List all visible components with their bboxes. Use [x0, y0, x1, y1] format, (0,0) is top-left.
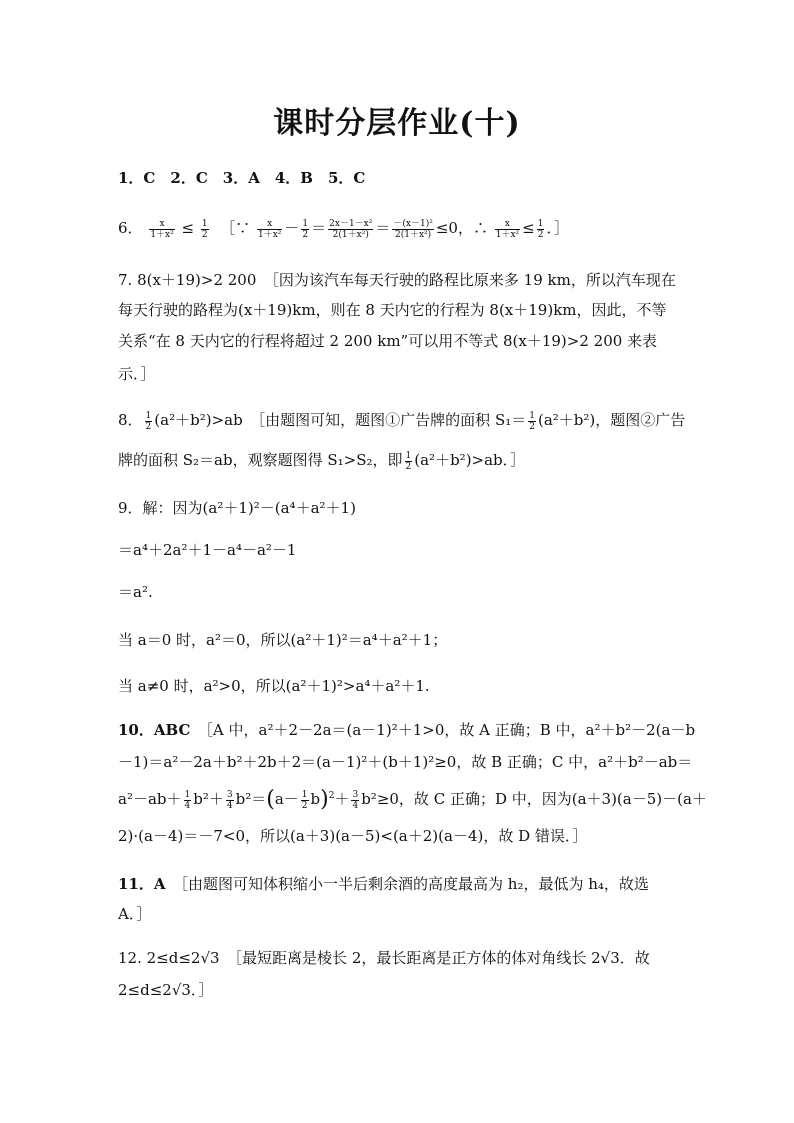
- q6-tail-1: ≤0，∴: [435, 219, 488, 237]
- q8-line-2: [118, 450, 525, 472]
- q7-line-2: 每天行驶的路程为(x＋19)km，则在 8 天内它的行程为 8(x＋19)km，因此，不等: [118, 301, 667, 319]
- q11-line-1: [118, 874, 649, 894]
- q9-line-2: ＝a⁴＋2a²＋1－a⁴－a²－1: [118, 541, 297, 559]
- q8-number: 8．: [118, 411, 143, 429]
- q10-line-1: [118, 720, 695, 740]
- q6-tail-2: ．］: [546, 219, 569, 237]
- q8-line-1: [118, 410, 685, 432]
- q12-line-2: 2≤d≤2√3．］: [118, 981, 214, 999]
- q10-text-1: ［A 中，a²＋2－2a＝(a－1)²＋1>0，故 A 正确；B 中，a²＋b²－2(a－b: [190, 721, 696, 739]
- q6-fraction-5: $\frac{x}{\text{1＋x²}}$: [495, 218, 520, 240]
- q8-fraction-half-2: $\frac{1}{2}$: [529, 410, 535, 432]
- q9-line-4: 当 a＝0 时，a²＝0，所以(a²＋1)²＝a⁴＋a²＋1；: [118, 631, 448, 649]
- q6-fraction-half-2: $\frac{1}{2}$: [302, 218, 309, 240]
- q6-fraction-1: $\frac{x}{\text{1＋x²}}$: [150, 218, 174, 240]
- q10-line-2: －1)＝a²－2a＋b²＋2b＋2＝(a－1)²＋(b＋1)²≥0，故 B 正确；C 中，a²＋b²－ab＝: [118, 753, 693, 771]
- q8-text-c: 牌的面积 S₂＝ab，观察题图得 S₁>S₂，即: [118, 451, 403, 469]
- q8-fraction-half: $\frac{1}{2}$: [145, 410, 152, 432]
- q10-fraction-quarter: $\frac{1}{4}$: [184, 789, 191, 811]
- q8-text-d: (a²＋b²)>ab．］: [414, 451, 526, 469]
- q8-fraction-half-3: $\frac{1}{2}$: [405, 450, 412, 472]
- q6-bracket-open: ［∵: [220, 219, 251, 237]
- q6-fraction-half: $\frac{1}{2}$: [201, 218, 208, 240]
- q6-number: 6．: [118, 219, 143, 237]
- q7-line-3: 关系“在 8 天内它的行程将超过 2 200 km”可以用不等式 8(x＋19)>2 200 来表: [118, 332, 658, 350]
- q8-text-b: (a²＋b²)，题图②广告: [537, 411, 686, 429]
- q10-line-4: 2)·(a－4)＝－7<0，所以(a＋3)(a－5)<(a＋2)(a－4)，故 D 错误．］: [118, 827, 588, 845]
- q7-line-4: 示．］: [118, 365, 156, 383]
- q9-line-5: 当 a≠0 时，a²>0，所以(a²＋1)²>a⁴＋a²＋1.: [118, 677, 430, 695]
- q10-fraction-three-quarter: $\frac{3}{4}$: [226, 789, 233, 811]
- q11-line-2: A．］: [118, 905, 152, 923]
- q10-line-3: a²－ab＋ $\frac{1}{4}$ b²＋ $\frac{3}{4}$ b²＝(a－ $\frac{1}{2}$ b)$^2$＋ $\frac{3}{4}$ b²≥0，故 C 正确；D 中，因为(a＋3)(a－5)－(a＋: [118, 787, 707, 812]
- q10-fraction-three-quarter-2: $\frac{3}{4}$: [352, 789, 359, 811]
- q10-number: 10．ABC: [118, 721, 191, 739]
- q9-line-1: 9．解：因为(a²＋1)²－(a⁴＋a²＋1): [118, 499, 356, 517]
- q9-line-3: ＝a².: [118, 583, 153, 601]
- page-title: 课时分层作业(十): [273, 106, 521, 141]
- q6-relation: ≤: [181, 219, 195, 237]
- q10-fraction-half: $\frac{1}{2}$: [301, 789, 308, 811]
- q6-fraction-3: $\frac{\text{2x－1－x²}}{\text{2(1＋x²)}}$: [329, 218, 373, 240]
- q11-text-1: ［由题图可知体积缩小一半后剩余酒的高度最高为 h₂，最低为 h₄，故选: [165, 875, 649, 893]
- q8-text-a: (a²＋b²)>ab ［由题图可知，题图①广告牌的面积 S₁＝: [154, 411, 527, 429]
- q6-fraction-half-3: $\frac{1}{2}$: [537, 218, 544, 240]
- q6-fraction-2: $\frac{x}{\text{1＋x²}}$: [257, 218, 282, 240]
- q7-line-1: 7. 8(x＋19)>2 200 ［因为该汽车每天行驶的路程比原来多 19 km，所以汽车现在: [118, 271, 676, 289]
- q6-line: 6． $\frac{x}{\text{1＋x²}}$ ≤ $\frac{1}{2}$ ［∵ $\frac{x}{\text{1＋x²}}$ － $\frac{1}{2}$ ＝ $\frac{\text{2x－1－x²}}{\text{2(1＋x²)}}$ ＝ $\frac{\text{－(x－1)²}}{\text{2(1＋x²)}}$ ≤0，∴ $\frac{x}{\text{1＋x²}}$ ≤ $\frac{1}{2}$ ．］: [118, 218, 569, 240]
- answers-1-5: 1．C 2．C 3．A 4．B 5．C: [118, 169, 366, 187]
- q11-number: 11．A: [118, 875, 166, 893]
- q6-fraction-4: $\frac{\text{－(x－1)²}}{\text{2(1＋x²)}}$: [393, 218, 433, 240]
- q12-line-1: 12. 2≤d≤2√3 ［最短距离是棱长 2，最长距离是正方体的体对角线长 2√3．故: [118, 949, 650, 967]
